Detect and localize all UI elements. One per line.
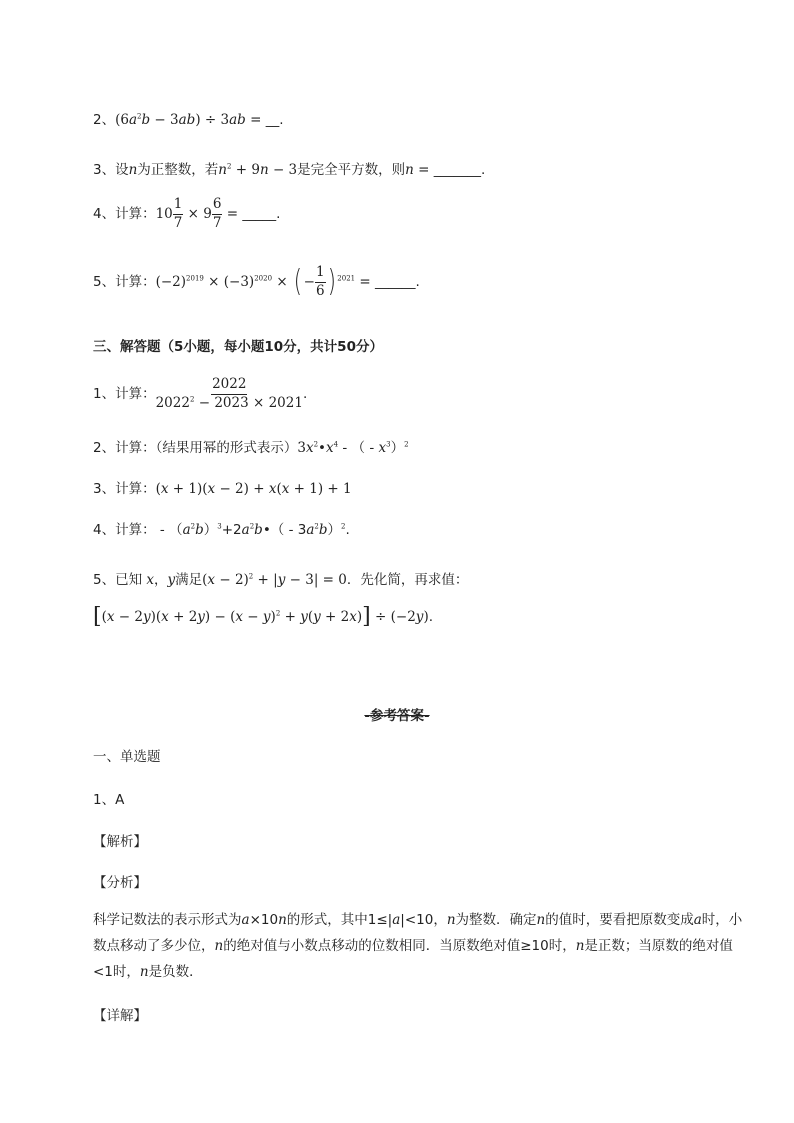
question-number: 4、 [93, 206, 116, 222]
answer-blank: _____ [242, 206, 277, 222]
fill-question-4: 4、计算：10 $\frac{1}{7}$ × 9 $\frac{6}{7}$ = _____. [93, 196, 281, 231]
solve-question-3: 3、计算：(x + 1)(x − 2) + x(x + 1) + 1 [93, 481, 352, 497]
answers-title: -参考答案- [364, 708, 430, 724]
fraction: $\frac{1}{7}$ [173, 196, 183, 231]
section-title: 三、解答题（5小题，每小题10分，共计50分） [93, 339, 383, 355]
question-number: 3、 [93, 162, 116, 178]
question-number: 3、 [93, 481, 116, 497]
answers-section-title: 一、单选题 [93, 749, 161, 765]
question-number: 1、 [93, 386, 116, 402]
solve-question-2: 2、计算：（结果用幂的形式表示）$3x^2•x^4$ - （ - $x^3)^2$ [93, 440, 409, 456]
question-number: 2、 [93, 440, 116, 456]
fenxi-label: 【分析】 [93, 875, 147, 891]
solve-question-1: 1、计算： $\frac{2022}{2022^2 - 2023 \times 2021}$ . [93, 376, 308, 411]
fraction: $\frac{1}{6}$ [315, 264, 325, 299]
xiangjie-label: 【详解】 [93, 1008, 147, 1024]
question-number: 5、 [93, 274, 116, 290]
fill-question-3: 3、设n为正整数，若$n^2 + 9n - 3$是完全平方数，则n = _______. [93, 162, 486, 178]
question-number: 5、 [93, 572, 116, 588]
jiexi-label: 【解析】 [93, 834, 147, 850]
answer-blank: _______ [433, 162, 481, 178]
fraction: $\frac{6}{7}$ [212, 196, 222, 231]
analysis-paragraph: 科学记数法的表示形式为a×10n的形式，其中1≤|a|<10，n为整数．确定n的值时，要看把原数变成a时，小数点移动了多少位，n的绝对值与小数点移动的位数相同．当原数绝对值≥10时，n是正数；当原数的绝对值<1时，n是负数． [93, 912, 743, 980]
fraction: $\frac{2022}{2022^2 - 2023 \times 2021}$ [155, 376, 303, 411]
question-number: 4、 [93, 522, 116, 538]
solve-question-5: 5、已知 x，y满足$(x - 2)^2 + |y - 3| = 0$．先化简，再求值： [93, 572, 469, 588]
fill-question-2: 2、$(6a^2b - 3ab) \div 3ab$ = __. [93, 112, 284, 128]
answer-blank: __ [265, 112, 280, 128]
fill-question-5: 5、计算：$(-2)^{2019} \times (-3)^{2020}$ × ( − $\frac{1}{6}$ ) $^{2021}$ = ______. [93, 264, 420, 299]
question-number: 2、 [93, 112, 116, 128]
solve-question-5-expression: $[(x - 2y)(x + 2y) - (x - y)^2 + y(y + 2x)] \div (-2y)$. [93, 604, 434, 629]
solve-question-4: 4、计算： - $(a^2b)^3+2a^2b•( - 3a^2b)^2$. [93, 522, 350, 538]
answer-1: 1、A [93, 792, 125, 808]
answer-blank: ______ [375, 274, 416, 290]
